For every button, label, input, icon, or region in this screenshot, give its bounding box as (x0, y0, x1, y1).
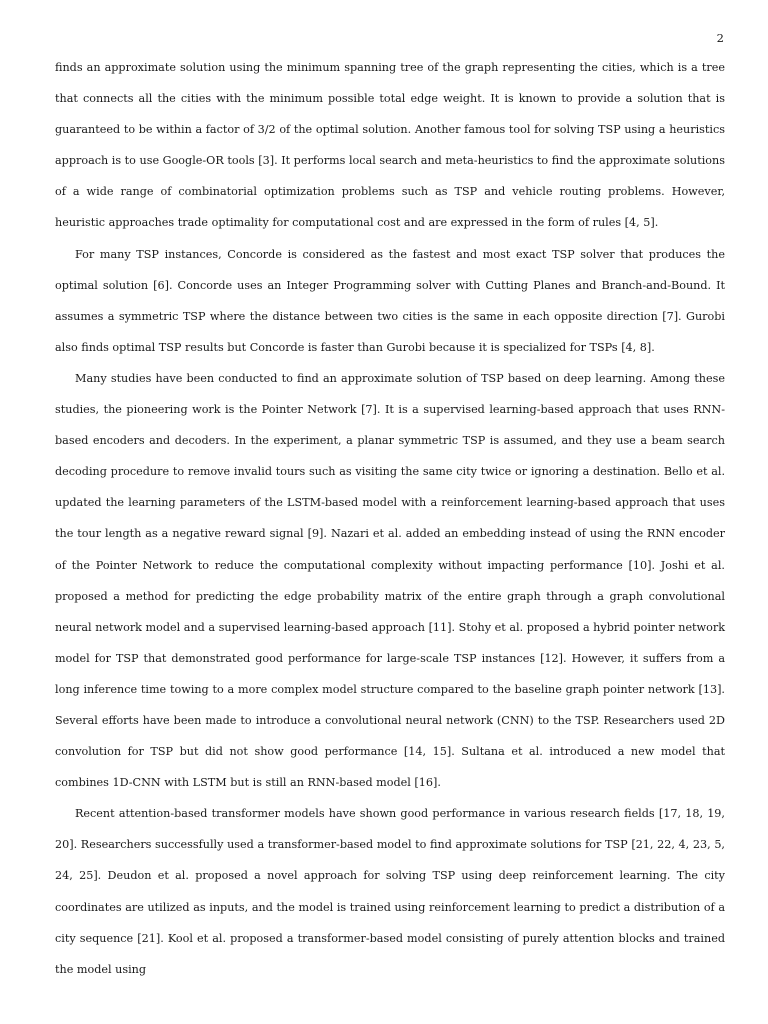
paragraph-1: finds an approximate solution using the minimum spanning tree of the graph representing the cities, which is a tree that connects all the cities with the minimum possible total edge weight. It is known to provide a solution that is guaranteed to be within a factor of 3/2 of the optimal solution. Another famous tool for solving TSP using a heuristics approach is to use Google-OR tools [3]. It performs local search and meta-heuristics to find the approximate solutions of a wide range of combinatorial optimization problems such as TSP and vehicle routing problems. However, heuristic approaches trade optimality for computational cost and are expressed in the form of rules [4, 5]. (55, 61, 725, 230)
paragraph-2: For many TSP instances, Concorde is considered as the fastest and most exact TSP solver that produces the optimal solution [6]. Concorde uses an Integer Programming solver with Cutting Planes and Branch-and-Bound. It assumes a symmetric TSP where the distance between two cities is the same in each opposite direction [7]. Gurobi also finds optimal TSP results but Concorde is faster than Gurobi because it is specialized for TSPs [4, 8]. (55, 247, 725, 354)
body-text (55, 52, 725, 985)
paragraph-4: Recent attention-based transformer models have shown good performance in various research fields [17, 18, 19, 20]. Researchers successfully used a transformer-based model to find approximate solutions for TSP [21, 22, 4, 23, 5, 24, 25]. Deudon et al. proposed a novel approach for solving TSP using deep reinforcement learning. The city coordinates are utilized as inputs, and the model is trained using reinforcement learning to predict a distribution of a city sequence [21]. Kool et al. proposed a transformer-based model consisting of purely attention blocks and trained the model using (55, 807, 725, 976)
page-number: 2 (716, 31, 724, 45)
paragraph-3: Many studies have been conducted to find an approximate solution of TSP based on deep learning. Among these studies, the pioneering work is the Pointer Network [7]. It is a supervised learning-based approach that uses RNN-based encoders and decoders. In the experiment, a planar symmetric TSP is assumed, and they use a beam search decoding procedure to remove invalid tours such as visiting the same city twice or ignoring a destination. Bello et al. updated the learning parameters of the LSTM-based model with a reinforcement learning-based approach that uses the tour length as a negative reward signal [9]. Nazari et al. added an embedding instead of using the RNN encoder of the Pointer Network to reduce the computational complexity without impacting performance [10]. Joshi et al. proposed a method for predicting the edge probability matrix of the entire graph through a graph convolutional neural network model and a supervised learning-based approach [11]. Stohy et al. proposed a hybrid pointer network model for TSP that demonstrated good performance for large-scale TSP instances [12]. However, it suffers from a long inference time towing to a more complex model structure compared to the baseline graph pointer network [13]. Several efforts have been made to introduce a convolutional neural network (CNN) to the TSP. Researchers used 2D convolution for TSP but did not show good performance [14, 15]. Sultana et al. introduced a new model that combines 1D-CNN with LSTM but is still an RNN-based model [16]. (55, 371, 725, 790)
